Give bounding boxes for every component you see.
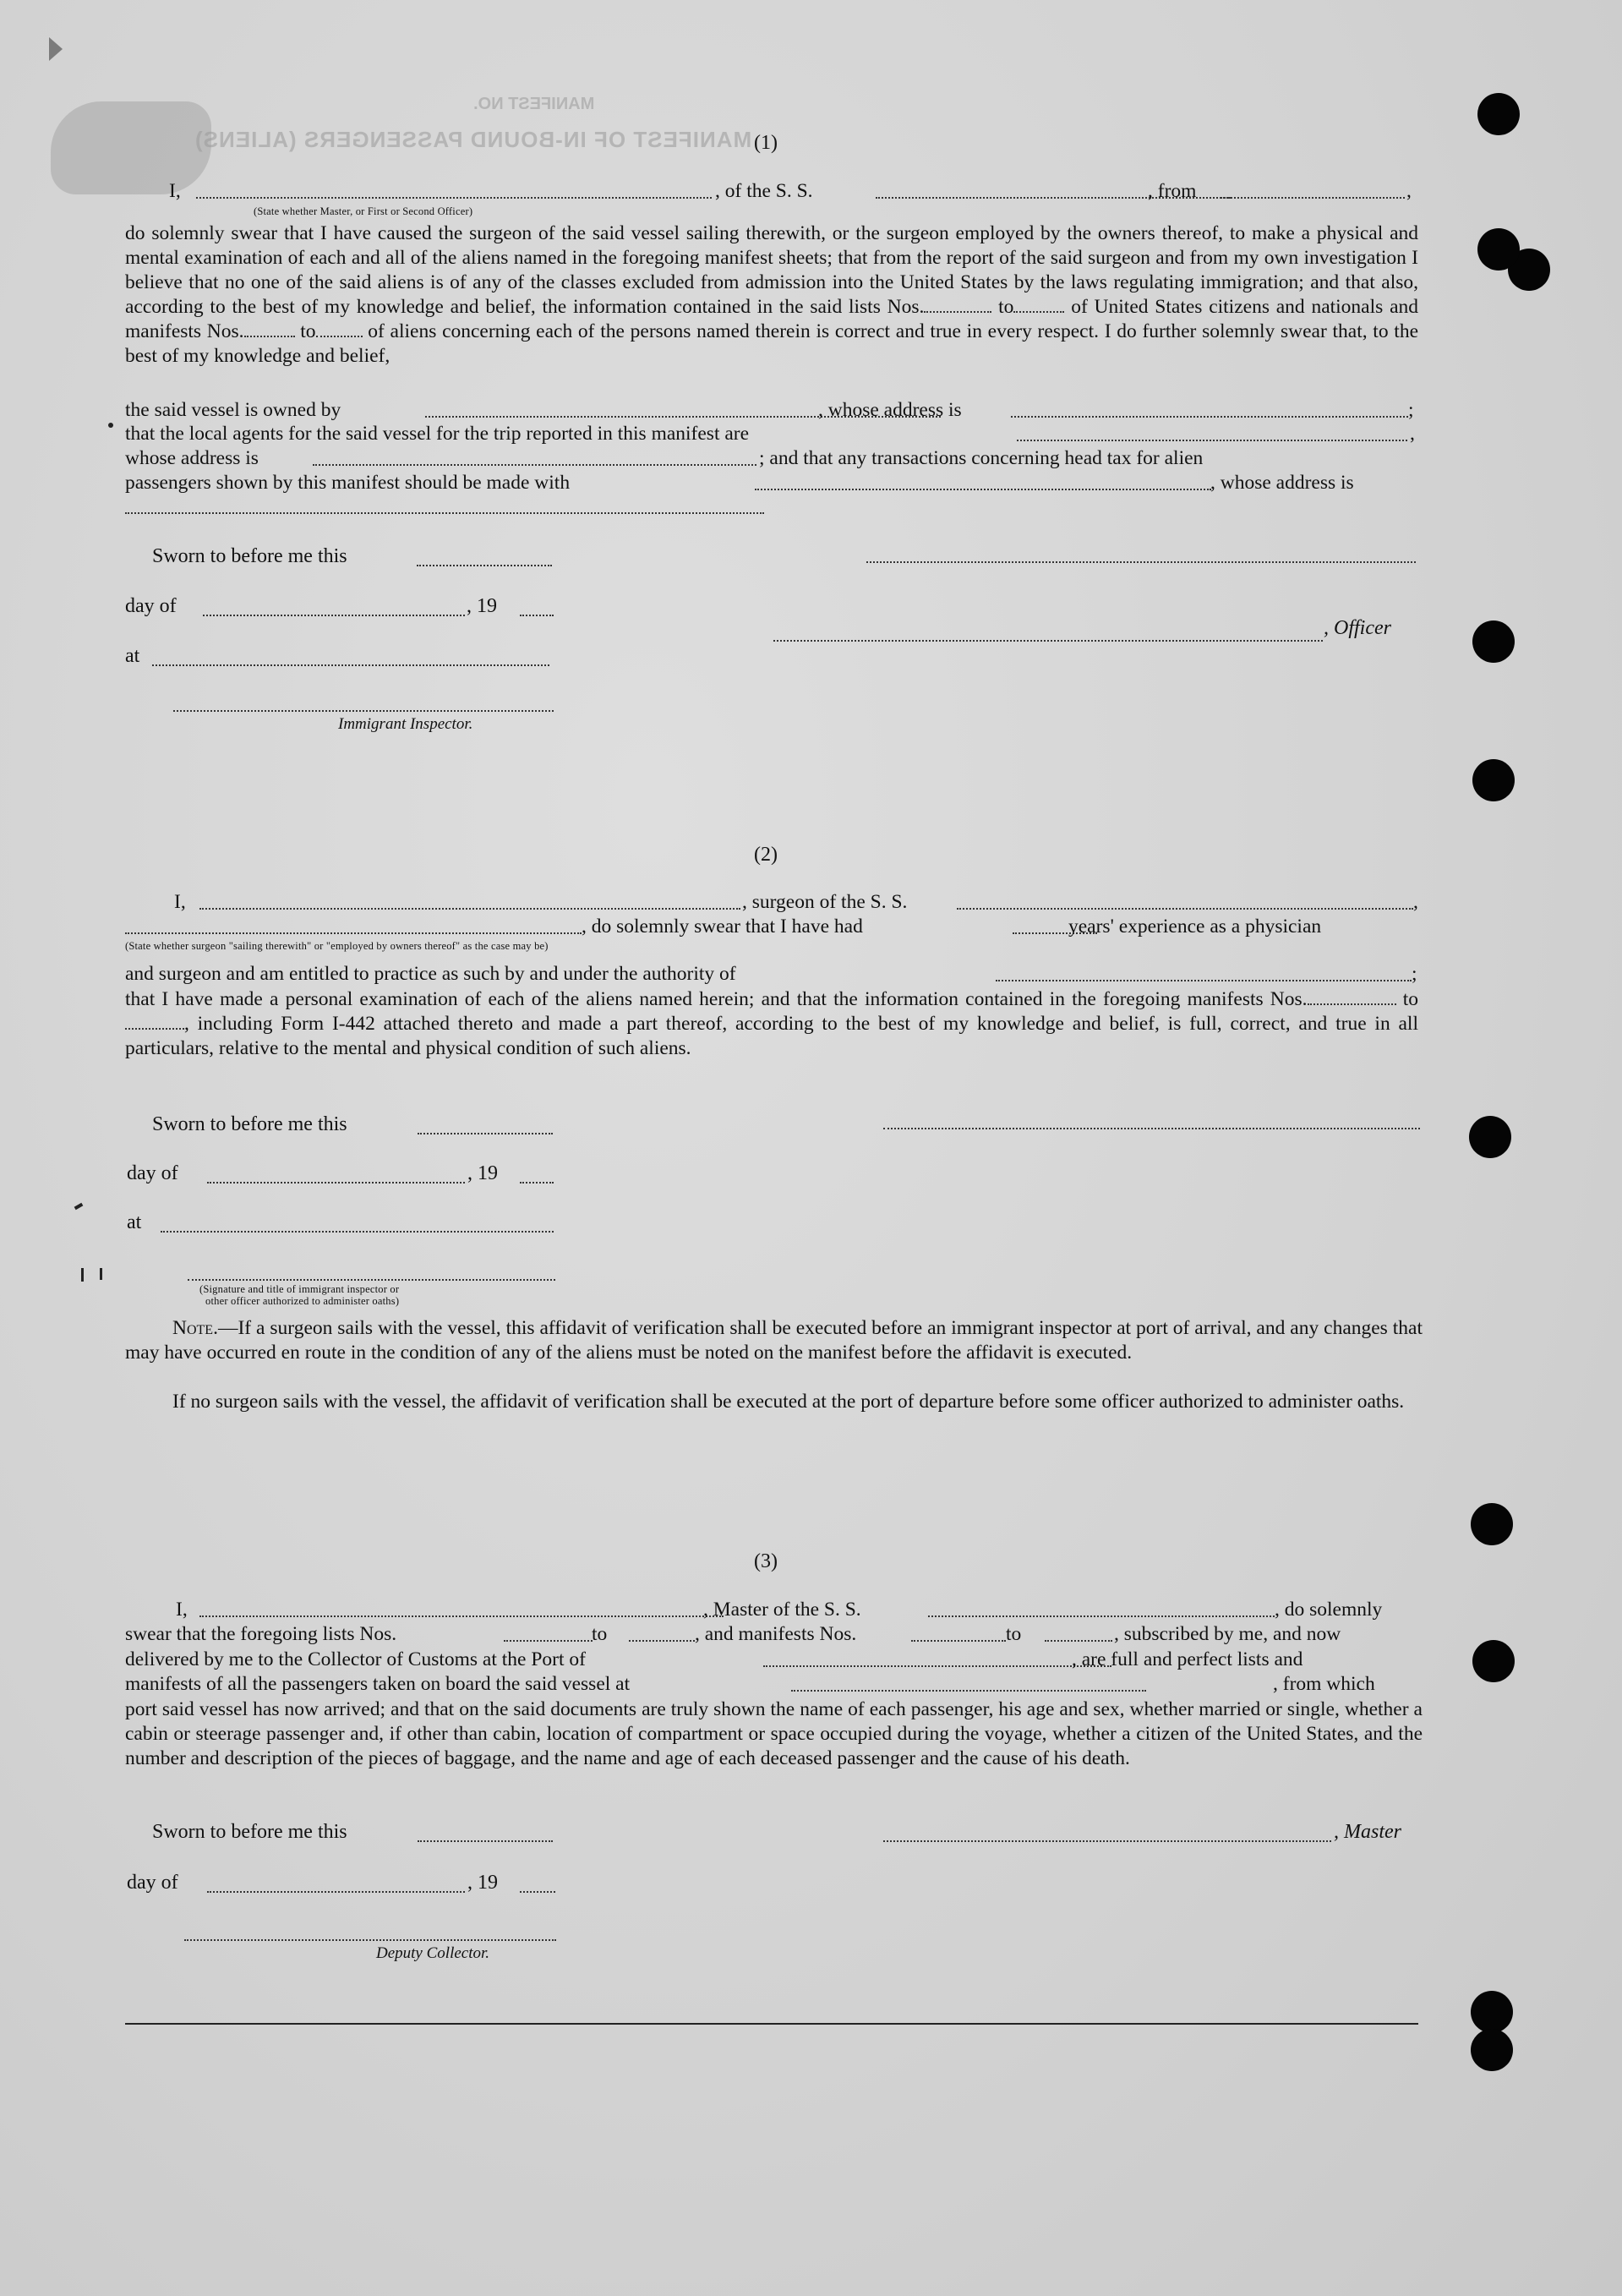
- inspector-title: Immigrant Inspector.: [338, 715, 473, 733]
- lists-line: [125, 1623, 1423, 1648]
- from-port-blank: [1221, 197, 1405, 199]
- day-month-blank-3: [207, 1891, 465, 1893]
- note-paragraph-2: [125, 1390, 1423, 1414]
- section-3-number: (3): [754, 1550, 778, 1572]
- section-1-oath-text: do solemnly swear that I have caused the surgeon of the said vessel sailing therewith, or the surgeon employed by the owners thereof, to make a physical and mental examination of each and all of the aliens named in the foregoing manifest sheets; that from the report of the said surgeon and from my own investigation I believe that no one of the said aliens is of any of the classes excluded from admission into the United States by the laws regulating immigration; and that also, according to the best of my knowledge and belief, the information contained in the said lists Nos.: [125, 222, 1418, 318]
- owner-address-blank: [1011, 416, 1408, 418]
- section-2-number: (2): [754, 844, 778, 866]
- binder-hole-2: [1477, 228, 1520, 271]
- stamp-number: MANIFEST NO.: [473, 95, 595, 113]
- officer-title-hint: (State whether Master, or First or Second Officer): [254, 205, 473, 217]
- to-label-3: to: [1402, 988, 1419, 1010]
- note-label: Note.: [172, 1317, 218, 1339]
- verifier-hint-2: other officer authorized to administer oaths): [205, 1295, 400, 1307]
- port-of-arrival-blank: [763, 1665, 1111, 1667]
- to-label-2: to: [300, 320, 316, 342]
- solemnly-label: , do solemnly: [1275, 1599, 1383, 1621]
- verifier-signature-blank: [188, 1279, 555, 1281]
- semicolon-1: ;: [1408, 399, 1414, 421]
- to-label-1: to: [998, 296, 1014, 318]
- officer-name-blank: [773, 640, 1323, 642]
- owned-by-line: [125, 399, 1418, 424]
- lists-from-blank: [504, 1640, 593, 1642]
- head-tax-party-blank: [755, 489, 1211, 490]
- master-label: , Master: [1334, 1821, 1401, 1843]
- year-label-3: , 19: [467, 1872, 498, 1894]
- whose-address-label-3: , whose address is: [1210, 472, 1354, 494]
- head-tax-address-blank: [125, 512, 764, 514]
- full-lists-text: , are full and perfect lists and: [1072, 1648, 1303, 1670]
- i-label-3: I,: [176, 1599, 188, 1621]
- at-label-2: at: [127, 1211, 142, 1233]
- whose-address-label-2: whose address is: [125, 447, 259, 469]
- binder-hole-9: [1471, 2029, 1513, 2071]
- binder-hole-1: [1477, 93, 1520, 135]
- verifier-hint-1: (Signature and title of immigrant inspector or: [199, 1283, 400, 1295]
- officer-signature-blank: [866, 561, 1416, 563]
- local-agents-line: [125, 423, 1418, 448]
- stray-mark-2: [74, 1203, 84, 1210]
- binder-hole-8: [1471, 1991, 1513, 2033]
- binder-hole-5: [1469, 1116, 1511, 1158]
- to-label-5: to: [1006, 1623, 1022, 1645]
- year-blank-3: [520, 1891, 555, 1893]
- corner-tab-mark: [49, 37, 63, 61]
- and-manifests-label: , and manifests Nos.: [695, 1623, 857, 1645]
- year-blank-2: [520, 1182, 554, 1184]
- delivered-text: delivered by me to the Collector of Customs at the Port of: [125, 1648, 586, 1670]
- comma-1: ,: [1410, 423, 1415, 445]
- master-vessel-blank: [928, 1615, 1275, 1617]
- arrival-text: port said vessel has now arrived; and that on the said documents are truly shown the name of each passenger, his age and sex, whether married or single, whether a cabin or steerage passenger and, if other than cabin, location of compartment or space occupied during the voyage, whether a citizen of the United States, and the number and description of the pieces of baggage, and the name and age of each deceased passenger and the cause of his death.: [125, 1698, 1423, 1769]
- officer-label: , Officer: [1324, 617, 1391, 639]
- year-blank-1: [520, 615, 554, 616]
- binder-hole-7: [1472, 1640, 1515, 1682]
- at-label-1: at: [125, 645, 140, 667]
- surgeon-signature-blank: [883, 1128, 1420, 1129]
- surgeon-experience-line: [125, 916, 1423, 941]
- of-ss-label: , of the S. S.: [715, 180, 813, 202]
- section-1-body: [125, 221, 1418, 369]
- sworn-label-1: Sworn to before me this: [152, 545, 347, 567]
- passengers-label: passengers shown by this manifest should be made with: [125, 472, 571, 494]
- binder-hole-4: [1472, 759, 1515, 801]
- inspector-signature-blank: [173, 710, 554, 712]
- year-label-2: , 19: [467, 1162, 498, 1184]
- master-of-label: , Master of the S. S.: [703, 1599, 861, 1621]
- collector-signature-blank: [184, 1939, 556, 1941]
- from-label: , from: [1148, 180, 1197, 202]
- authority-text: and surgeon and am entitled to practice as such by and under the authority of: [125, 963, 736, 985]
- day-of-label-2: day of: [127, 1162, 178, 1184]
- lists-to-blank: [629, 1640, 695, 1642]
- examination-text: that I have made a personal examination of each of the aliens named herein; and that the information contained in the: [125, 988, 1096, 1010]
- surgeon-status-blank: [125, 932, 582, 934]
- sworn-date-blank-2: [418, 1133, 553, 1134]
- semicolon-2: ;: [1412, 963, 1417, 985]
- surgeon-of-label: , surgeon of the S. S.: [742, 891, 908, 913]
- aliens-text: of aliens concerning each of the persons named therein is correct and true in every respect. I do further solemnly swear that, to the best of my knowledge and belief,: [125, 320, 1419, 367]
- embarkation-line: [125, 1673, 1423, 1698]
- whose-address-label-1: , whose address is: [818, 399, 962, 421]
- binder-hole-3: [1472, 620, 1515, 663]
- day-of-label-3: day of: [127, 1872, 178, 1894]
- officer-title-blank: [196, 197, 712, 199]
- note-paragraph: [125, 1316, 1423, 1365]
- sworn-label-3: Sworn to before me this: [152, 1821, 347, 1843]
- manifests-from-blank: [911, 1640, 1006, 1642]
- from-which-text: , from which: [1273, 1673, 1375, 1695]
- collector-title: Deputy Collector.: [376, 1944, 490, 1962]
- section-3-opening-line: [176, 1599, 1423, 1624]
- head-tax-line: [125, 472, 1418, 497]
- stray-mark-4: [100, 1268, 102, 1280]
- manifests-to-blank: [1045, 1640, 1112, 1642]
- swear-had-text: , do solemnly swear that I have had: [582, 916, 863, 938]
- section-2-opening-line: [174, 891, 1420, 916]
- binder-hole-6: [1471, 1503, 1513, 1545]
- section-2-body: [125, 987, 1418, 1061]
- local-agents-blank: [1017, 440, 1407, 441]
- i-label: I,: [169, 180, 181, 202]
- sworn-label-2: Sworn to before me this: [152, 1113, 347, 1135]
- master-signature-blank: [883, 1840, 1331, 1842]
- line-end-comma: ,: [1406, 180, 1412, 202]
- bottom-rule: [125, 2023, 1418, 2025]
- day-of-label-1: day of: [125, 595, 177, 617]
- i-label-2: I,: [174, 891, 186, 913]
- us-citizens-text: of United States citizens and nationals and manifests Nos.: [125, 296, 1418, 342]
- subscribed-text: , subscribed by me, and now: [1114, 1623, 1341, 1645]
- authority-line: [125, 963, 1418, 988]
- to-label-4: to: [592, 1623, 608, 1645]
- note-text-1: —If a surgeon sails with the vessel, this affidavit of verification shall be executed before an immigrant inspector at port of arrival, and any changes that may have occurred en route in the condition of any of the aliens must be noted on the manifest before the affidavit is executed.: [125, 1317, 1423, 1364]
- years-text: years' experience as a physician: [1068, 916, 1322, 938]
- section-3-body: [125, 1697, 1423, 1771]
- day-month-blank-2: [207, 1182, 465, 1184]
- stray-mark-3: [81, 1268, 84, 1282]
- bleed-through-title: MANIFEST OF IN-BOUND PASSENGERS (ALIENS): [194, 127, 752, 152]
- at-place-blank-1: [152, 664, 549, 666]
- surgeon-status-hint: (State whether surgeon "sailing therewith" or "employed by owners thereof" as the case may be): [125, 940, 549, 952]
- foregoing-label: foregoing manifests Nos.: [1103, 988, 1308, 1010]
- at-place-blank-2: [161, 1231, 554, 1233]
- day-month-blank-1: [203, 615, 465, 616]
- section-1-number: (1): [754, 132, 778, 154]
- authority-blank: [996, 980, 1412, 981]
- stray-mark-1: [108, 423, 113, 428]
- master-name-blank: [199, 1615, 724, 1617]
- port-line: [125, 1648, 1423, 1674]
- manifests-all-text: manifests of all the passengers taken on board the said vessel at: [125, 1673, 631, 1695]
- port-of-embarkation-blank: [791, 1690, 1146, 1692]
- sworn-date-blank-1: [417, 565, 552, 566]
- note-text-2: If no surgeon sails with the vessel, the affidavit of verification shall be executed at the port of departure before some officer authorized to administer oaths.: [172, 1391, 1405, 1413]
- sworn-date-blank-3: [418, 1840, 553, 1842]
- agents-address-line: [125, 447, 1418, 473]
- comma-2: ,: [1413, 891, 1418, 913]
- year-label-1: , 19: [467, 595, 497, 617]
- head-tax-text: ; and that any transactions concerning head tax for alien: [759, 447, 1204, 469]
- form-i442-text: , including Form I-442 attached thereto and made a part thereof, according to the best of my knowledge and belief, is full, correct, and true in all particulars, relative to the mental and physical condition of such aliens.: [125, 1013, 1418, 1059]
- owned-by-label: the said vessel is owned by: [125, 399, 341, 421]
- surgeon-name-blank: [199, 908, 740, 910]
- surgeon-vessel-blank: [957, 908, 1413, 910]
- swear-lists-text: swear that the foregoing lists Nos.: [125, 1623, 397, 1645]
- section-1-opening-line: [169, 180, 1420, 205]
- agents-address-blank: [313, 464, 756, 466]
- local-agents-label: that the local agents for the said vessel for the trip reported in this manifest are: [125, 423, 750, 445]
